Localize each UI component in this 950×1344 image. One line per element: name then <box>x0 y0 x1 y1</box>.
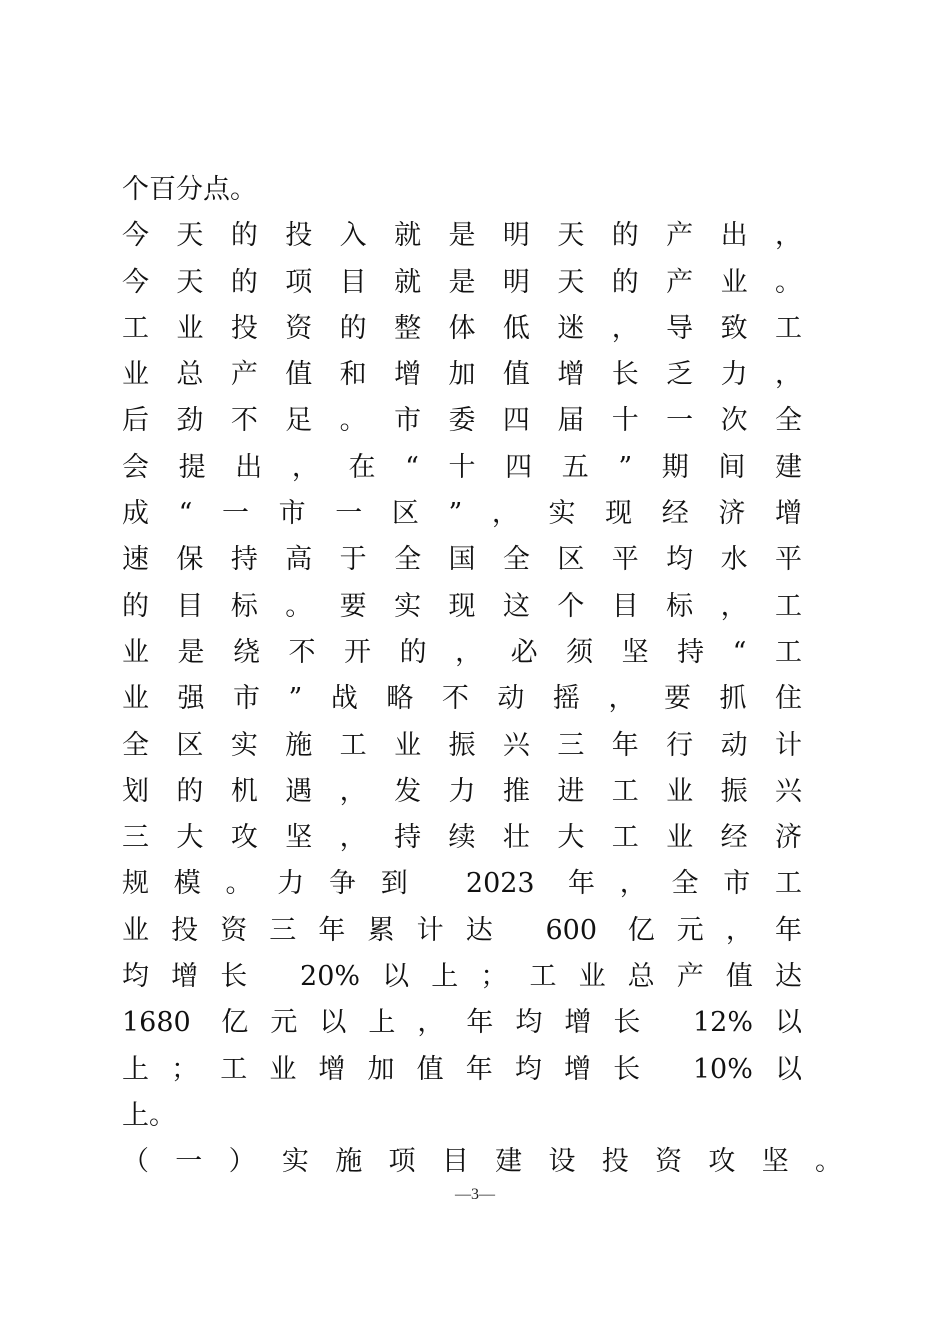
body-text <box>122 167 842 1186</box>
text-line: 业强市”战略不动摇，要抓住 <box>122 683 802 715</box>
text-line: 业投资三年累计达 600 亿元，年 <box>122 914 802 946</box>
text-line: 业总产值和增加值增长乏力， <box>122 359 802 391</box>
page-number: —3— <box>455 1186 495 1203</box>
text-line: 速保持高于全国全区平均水平 <box>122 544 802 576</box>
text-line: 规模。力争到 2023 年，全市工 <box>122 868 802 900</box>
text-line: 划的机遇，发力推进工业振兴 <box>122 775 802 807</box>
text-line: 个百分点。 <box>122 174 257 205</box>
text-line: 今天的投入就是明天的产出， <box>122 220 802 252</box>
section-heading: （一）实施项目建设投资攻坚。 <box>122 1146 842 1178</box>
text-line: 工业投资的整体低迷，导致工 <box>122 312 802 344</box>
text-line: 全区实施工业振兴三年行动计 <box>122 729 802 761</box>
text-line: 上。 <box>122 1099 176 1131</box>
text-line: 后劲不足。市委四届十一次全 <box>122 405 802 437</box>
text-line: 均增长 20%以上；工业总产值达 <box>122 961 802 993</box>
text-line: 业是绕不开的，必须坚持“工 <box>122 636 802 668</box>
text-line: 的目标。要实现这个目标，工 <box>122 590 802 622</box>
text-line: 今天的项目就是明天的产业。 <box>122 266 802 298</box>
text-line: 上；工业增加值年均增长 10%以 <box>122 1053 802 1085</box>
text-line: 会提出，在“十四五”期间建 <box>122 451 802 483</box>
text-line: 三大攻坚，持续壮大工业经济 <box>122 822 802 854</box>
text-line: 成“一市一区”，实现经济增 <box>122 498 802 530</box>
text-line: 1680 亿元以上，年均增长 12%以 <box>122 1007 802 1039</box>
